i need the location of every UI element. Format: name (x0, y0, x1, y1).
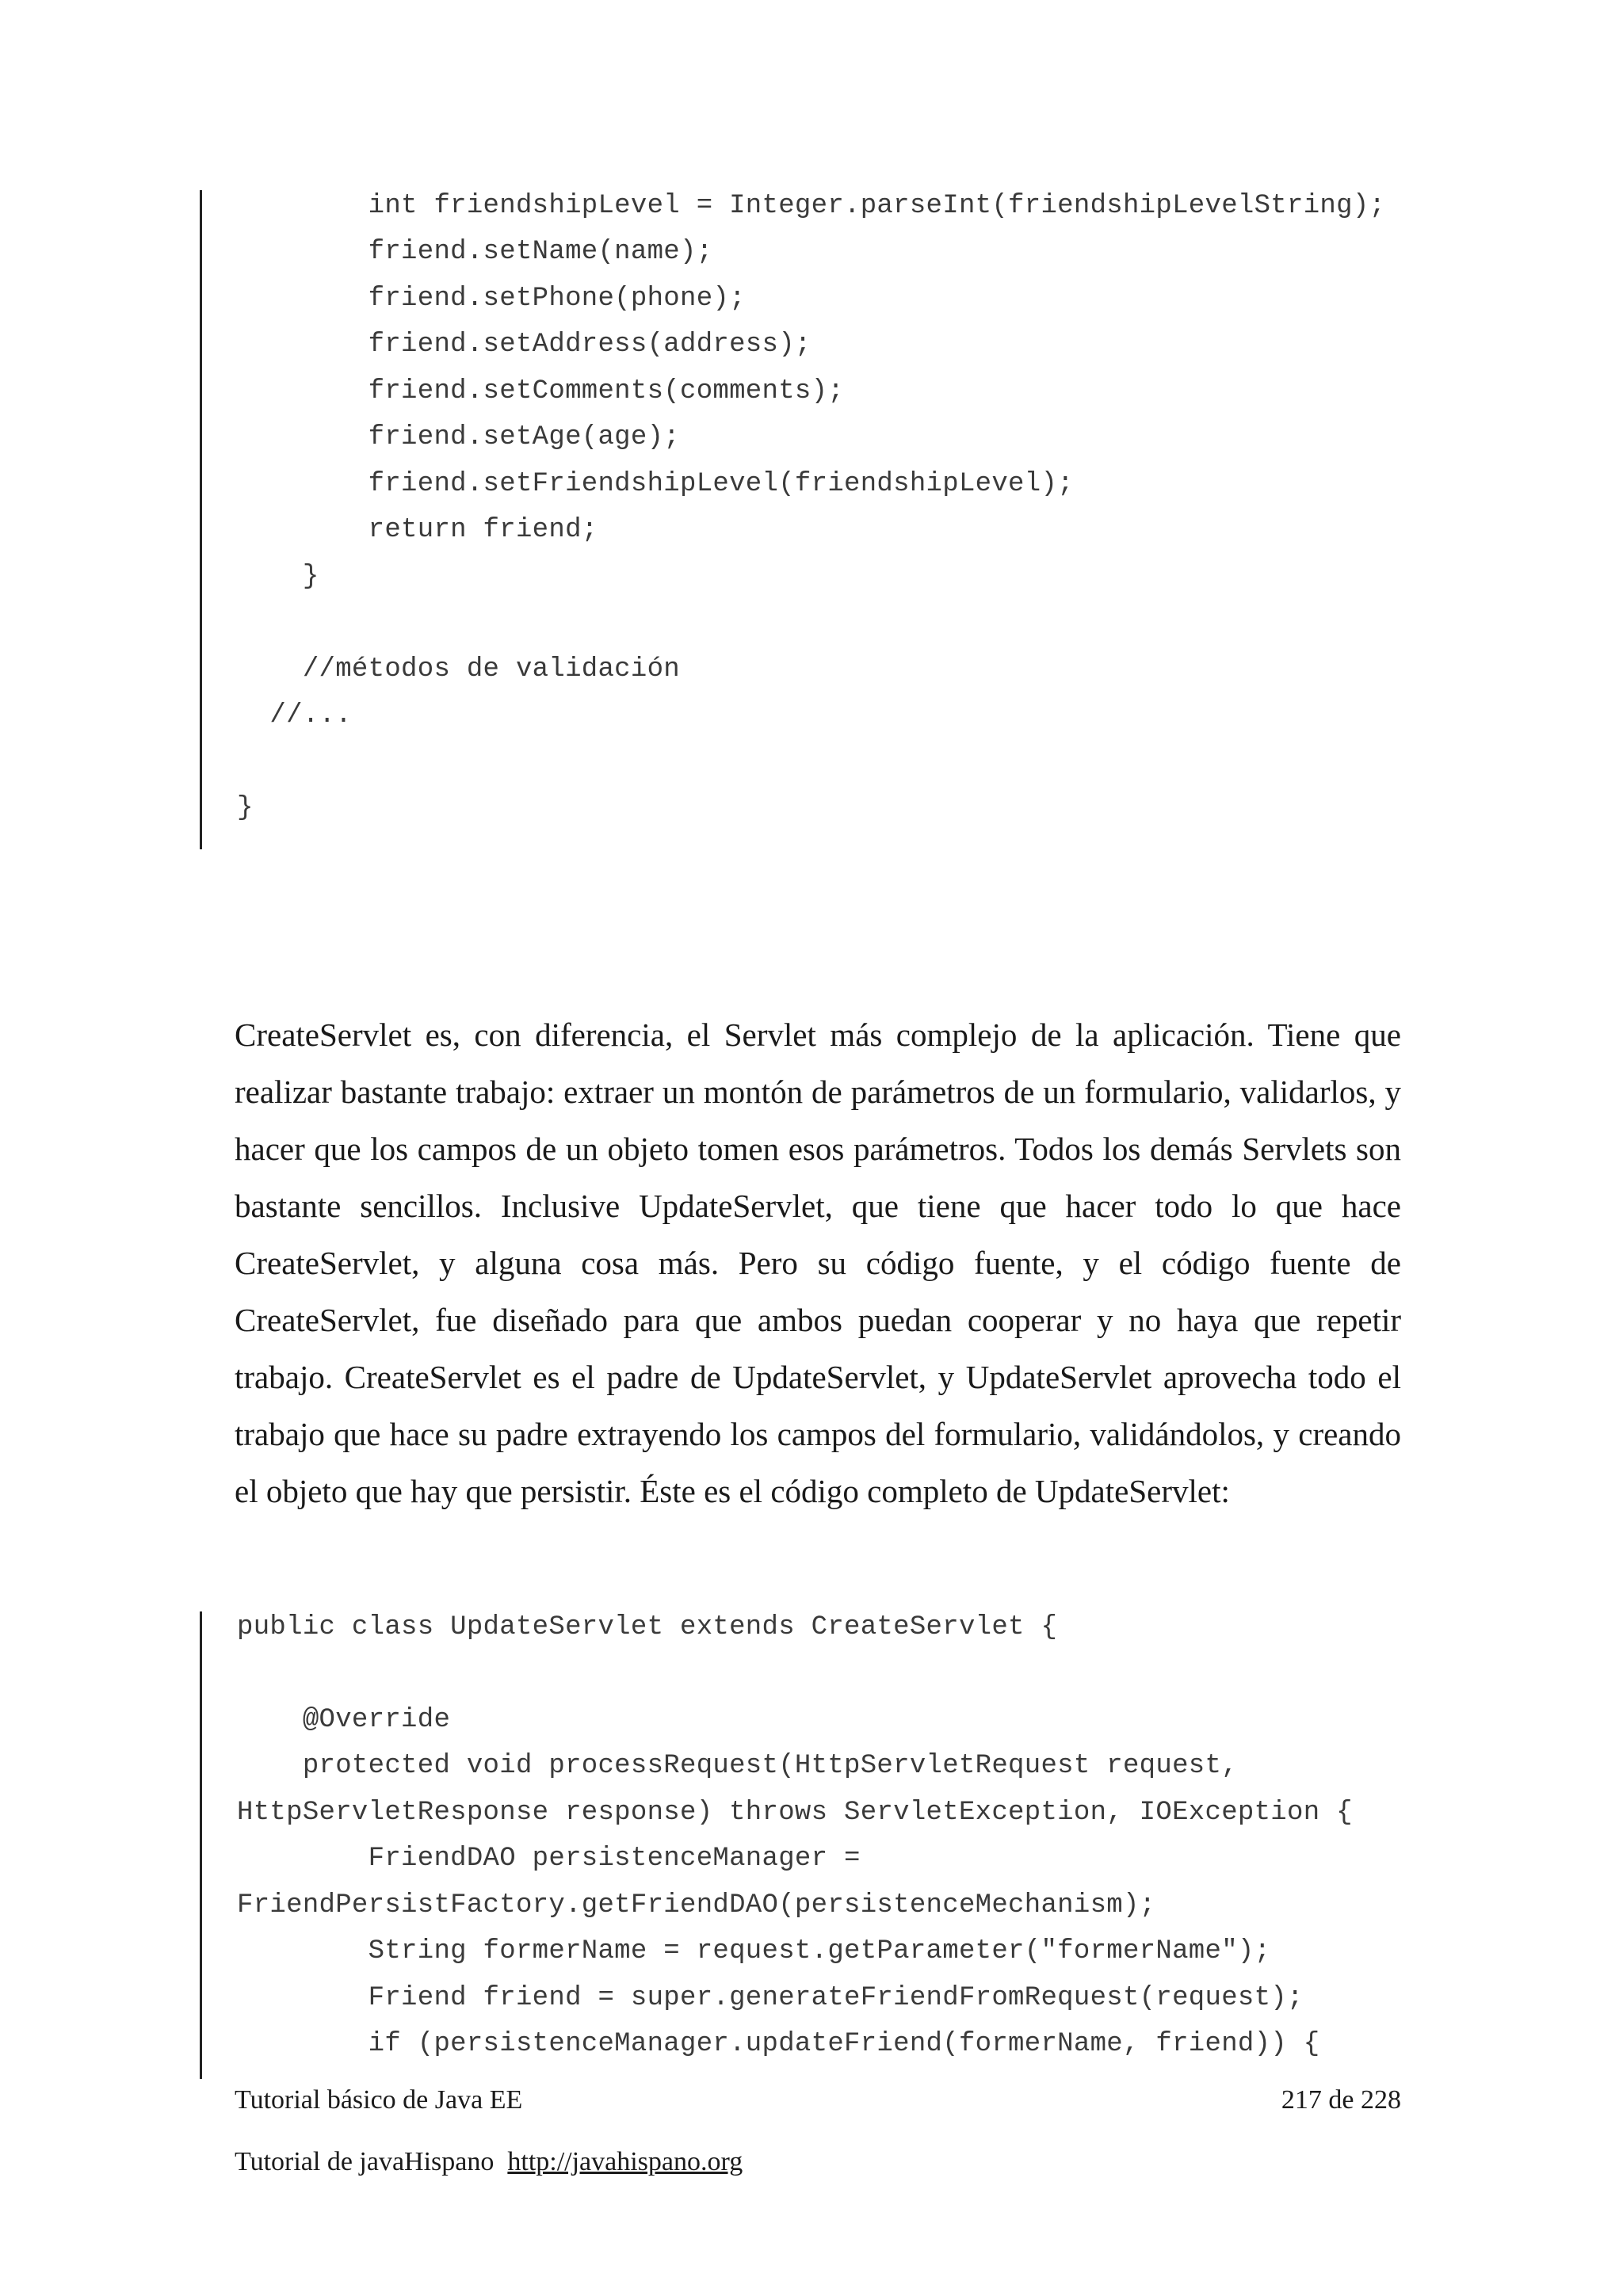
code-line: public class UpdateServlet extends CreateServlet { (237, 1612, 1058, 1642)
body-paragraph: CreateServlet es, con diferencia, el Servlet más complejo de la aplicación. Tiene que realizar bastante trabajo: extraer un montón de parámetros de un formulario, validarlos, y hacer que los campos de un objeto tomen esos parámetros. Todos los demás Servlets son bastante sencillos. Inclusive UpdateServlet, que tiene que hacer todo lo que hace CreateServlet, y alguna cosa más. Pero su código fuente, y el código fuente de CreateServlet, fue diseñado para que ambos puedan cooperar y no haya que repetir trabajo. CreateServlet es el padre de UpdateServlet, y UpdateServlet aprovecha todo el trabajo que hace su padre extrayendo los campos del formulario, validándolos, y creando el objeto que hay que persistir. Éste es el código completo de UpdateServlet: (235, 1016, 1401, 1509)
code-line: FriendPersistFactory.getFriendDAO(persistenceMechanism); (237, 1890, 1156, 1920)
code-line: String formerName = request.getParameter("formerName"); (237, 1936, 1271, 1966)
code-line: } (237, 562, 319, 592)
footer-link[interactable]: http://javahispano.org (507, 2147, 743, 2176)
code-line: int friendshipLevel = Integer.parseInt(friendshipLevelString); (237, 191, 1386, 221)
code-line: @Override (237, 1705, 451, 1735)
code-line: protected void processRequest(HttpServletRequest request, (237, 1751, 1238, 1781)
code-comment: //... (237, 700, 352, 730)
code-line: Friend friend = super.generateFriendFromRequest(request); (237, 1983, 1304, 2013)
code-line: friend.setComments(comments); (237, 376, 845, 406)
code-line: } (237, 793, 254, 823)
footer-credit-text: Tutorial de javaHispano (235, 2147, 495, 2176)
code-line: friend.setName(name); (237, 237, 713, 267)
code-line: friend.setAge(age); (237, 422, 680, 452)
code-line: return friend; (237, 515, 598, 545)
code-line: FriendDAO persistenceManager = (237, 1844, 861, 1874)
code-line: friend.setFriendshipLevel(friendshipLevel); (237, 469, 1074, 499)
footer-title: Tutorial básico de Java EE (235, 2085, 523, 2115)
code-line: friend.setAddress(address); (237, 330, 812, 360)
code-line: HttpServletResponse response) throws ServletException, IOException { (237, 1798, 1353, 1828)
code-comment: //métodos de validación (237, 654, 680, 685)
page-number: 217 de 228 (1281, 2085, 1401, 2115)
code-listing-bottom (200, 1611, 1438, 2079)
code-listing-top (200, 190, 1438, 849)
code-line: friend.setPhone(phone); (237, 284, 746, 314)
footer-credit (235, 2147, 743, 2177)
code-line: if (persistenceManager.updateFriend(formerName, friend)) { (237, 2029, 1320, 2059)
